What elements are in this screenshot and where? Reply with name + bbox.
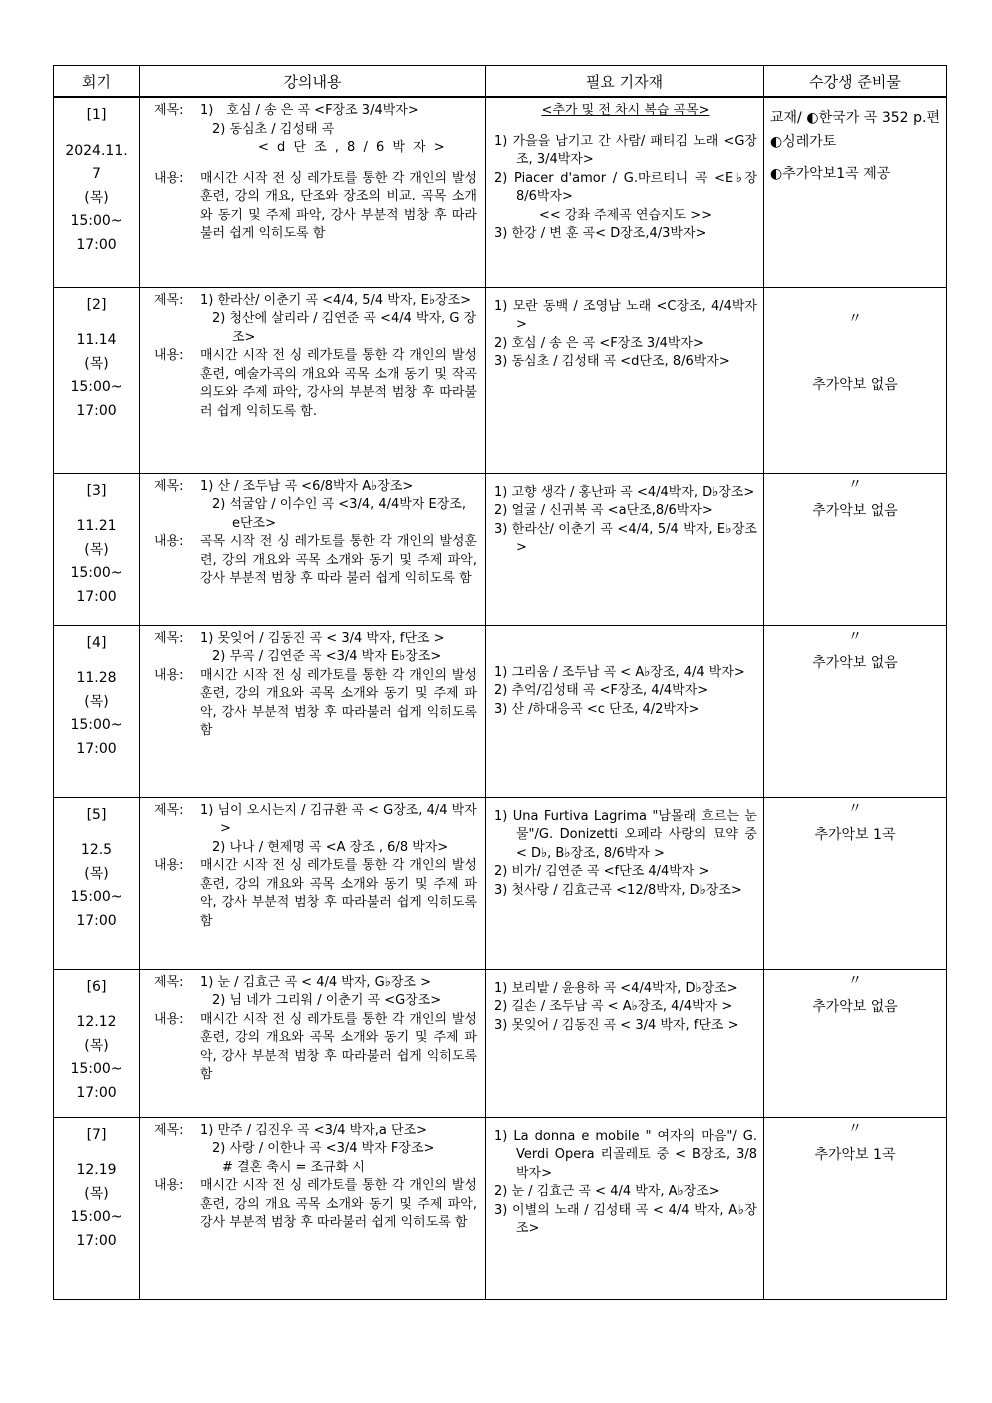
material-item: 1) 모란 동백 / 조영남 노래 <C장조, 4/4박자> bbox=[494, 298, 757, 332]
lecture-title-block bbox=[154, 802, 477, 858]
session-cell bbox=[54, 287, 140, 473]
title-item: 1) 호심 / 송 은 곡 <F장조 3/4박자> bbox=[200, 103, 419, 118]
lecture-cell bbox=[140, 287, 486, 473]
lecture-cell bbox=[140, 1117, 486, 1299]
lecture-content-block bbox=[154, 667, 477, 741]
prep-cell bbox=[764, 97, 947, 287]
title-item: 1) 한라산/ 이춘기 곡 <4/4, 5/4 박자, E♭장조> bbox=[200, 292, 472, 308]
session-number: [3] bbox=[86, 482, 107, 499]
prep-block bbox=[770, 474, 940, 522]
prep-line: ◐추가악보1곡 제공 bbox=[770, 166, 891, 182]
material-item: 3) 한강 / 변 훈 곡< D장조,4/3박자> bbox=[494, 226, 707, 241]
lecture-cell bbox=[140, 625, 486, 797]
material-item: 1) 고향 생각 / 홍난파 곡 <4/4박자, D♭장조> bbox=[494, 484, 755, 500]
table-row bbox=[54, 287, 947, 473]
materials-cell bbox=[486, 1117, 764, 1299]
lecture-content-block bbox=[154, 170, 477, 244]
material-item: 3) 이별의 노래 / 김성태 곡 < 4/4 박자, A♭장조> bbox=[494, 1202, 757, 1236]
session-cell bbox=[54, 97, 140, 287]
title-item: 2) 동심초 / 김성태 곡 bbox=[212, 121, 335, 137]
content-text: 매시간 시작 전 싱 레가토를 통한 각 개인의 발성훈련, 강의 개요와 곡목 소개와 동기 및 주제 파악, 강사 부분적 범창 후 따라불러 쉽게 익히도록 함 bbox=[200, 667, 477, 738]
session-date-line: 15:00~ bbox=[70, 379, 123, 395]
material-item: 1) Una Furtiva Lagrima "남몰래 흐르는 눈물"/G. Donizetti 오페라 사랑의 묘약 중 < D♭, B♭장조, 8/6박자 > bbox=[494, 808, 757, 861]
title-item: 2) 무곡 / 김연준 곡 <3/4 박자 E♭장조> bbox=[212, 649, 442, 664]
ditto-mark: 〃 bbox=[848, 1120, 862, 1137]
prep-cell bbox=[764, 797, 947, 969]
materials-cell bbox=[486, 625, 764, 797]
material-item: 1) 보리밭 / 윤용하 곡 <4/4박자, D♭장조> bbox=[494, 980, 738, 996]
title-item: < d 단 조 , 8 / 6 박 자 > bbox=[258, 140, 447, 155]
session-date-line: 11.28 bbox=[76, 670, 117, 686]
session-date-line: 15:00~ bbox=[70, 213, 123, 229]
ditto-mark: 〃 bbox=[848, 310, 862, 327]
session-cell bbox=[54, 625, 140, 797]
material-item: << 강좌 주제곡 연습지도 >> bbox=[538, 207, 713, 223]
content-text: 매시간 시작 전 싱 레가토를 통한 각 개인의 발성훈련, 강의 개요 곡목 소개와 동기 및 주제 파악, 강사 부분적 범창 후 따라불러 쉽게 익히도록 함 bbox=[200, 1178, 477, 1230]
content-text: 매시간 시작 전 싱 레가토를 통한 각 개인의 발성훈련, 강의 개요, 단조와 장조의 비교. 곡목 소개와 동기 및 주제 파악, 강사 부분적 범창 후 따라 불러 쉽게 익히도록 함 bbox=[200, 170, 477, 241]
material-item: 3) 첫사랑 / 김효근곡 <12/8박자, D♭장조> bbox=[494, 882, 742, 898]
session-date-line: 17:00 bbox=[76, 740, 117, 757]
prep-cell bbox=[764, 969, 947, 1117]
material-item: 2) 비가/ 김연준 곡 <f단조 4/4박자 > bbox=[494, 864, 710, 879]
title-label: 제목: bbox=[154, 103, 184, 118]
session-date-line: (목) bbox=[84, 865, 109, 882]
prep-note: 추가악보 없음 bbox=[812, 654, 898, 671]
title-item: 2) 석굴암 / 이수인 곡 <3/4, 4/4박자 E장조, e단조> bbox=[212, 497, 467, 531]
title-item: 1) 님이 오시는지 / 김규환 곡 < G장조, 4/4 박자 > bbox=[200, 802, 477, 836]
prep-cell bbox=[764, 1117, 947, 1299]
material-item: 1) 가을을 남기고 간 사람/ 패티김 노래 <G장조, 3/4박자> bbox=[494, 133, 757, 167]
ditto-mark: 〃 bbox=[848, 476, 862, 493]
materials-cell bbox=[486, 797, 764, 969]
header-lecture: 강의내용 bbox=[140, 66, 486, 98]
title-list bbox=[200, 630, 477, 667]
lecture-title-block bbox=[154, 630, 477, 667]
title-item: 2) 청산에 살리라 / 김연준 곡 <4/4 박자, G 장조> bbox=[212, 311, 477, 345]
lecture-cell bbox=[140, 97, 486, 287]
material-item: 2) 얼굴 / 신귀복 곡 <a단조,8/6박자> bbox=[494, 503, 713, 518]
session-cell bbox=[54, 1117, 140, 1299]
content-label: 내용: bbox=[154, 170, 184, 186]
session-date-line: 17:00 bbox=[76, 1232, 117, 1249]
table-row bbox=[54, 473, 947, 625]
lecture-title-block bbox=[154, 974, 477, 1011]
content-label: 내용: bbox=[154, 667, 184, 683]
lecture-cell bbox=[140, 969, 486, 1117]
session-date-line: 17:00 bbox=[76, 588, 117, 605]
material-item: 1) 그리움 / 조두남 곡 < A♭장조, 4/4 박자> bbox=[494, 664, 745, 680]
session-date-line: 15:00~ bbox=[70, 889, 123, 905]
material-item: 2) 호심 / 송 은 곡 <F장조 3/4박자> bbox=[494, 335, 704, 351]
session-date-line: 17:00 bbox=[76, 912, 117, 929]
title-list bbox=[200, 974, 477, 1011]
ditto-mark: 〃 bbox=[848, 800, 862, 817]
session-date-line: (목) bbox=[84, 355, 109, 372]
materials-header: <추가 및 전 차시 복습 곡목> bbox=[541, 103, 710, 118]
lecture-title-block bbox=[154, 102, 477, 158]
session-number: [6] bbox=[86, 978, 107, 995]
prep-note: 추가악보 1곡 bbox=[814, 826, 896, 843]
prep-block bbox=[770, 798, 940, 846]
session-number: [2] bbox=[86, 296, 107, 313]
session-number: [1] bbox=[86, 107, 107, 123]
header-session: 회기 bbox=[54, 66, 140, 98]
header-row bbox=[54, 66, 947, 98]
prep-line: 교재/ ◐한국가 곡 352 p.편 ◐싱레가토 bbox=[770, 110, 940, 150]
materials-cell bbox=[486, 97, 764, 287]
prep-block bbox=[770, 626, 940, 674]
title-label: 제목: bbox=[154, 478, 184, 494]
title-list bbox=[200, 478, 477, 534]
ditto-mark: 〃 bbox=[848, 972, 862, 989]
schedule-table bbox=[53, 65, 947, 1300]
material-item: 3) 산 /하대응곡 <c 단조, 4/2박자> bbox=[494, 701, 700, 717]
session-date-line: 15:00~ bbox=[70, 565, 123, 581]
session-date-line: (목) bbox=[84, 1185, 109, 1202]
prep-cell bbox=[764, 473, 947, 625]
session-date-line: (목) bbox=[84, 541, 109, 558]
lecture-content-block bbox=[154, 1011, 477, 1085]
title-label: 제목: bbox=[154, 974, 184, 990]
title-list bbox=[200, 102, 477, 158]
prep-note: 추가악보 없음 bbox=[812, 376, 898, 393]
session-date-line: 11.21 bbox=[76, 518, 117, 534]
content-text: 매시간 시작 전 싱 레가토를 통한 각 개인의 발성훈련, 예술가곡의 개요와 곡목 소개 동기 및 작곡 의도와 주제 파악, 강사의 부분적 범창 후 따라불러 쉽게 익히도록 함. bbox=[200, 348, 477, 419]
session-date-line: 15:00~ bbox=[70, 717, 123, 733]
session-date-line: 17:00 bbox=[76, 236, 117, 253]
session-cell bbox=[54, 473, 140, 625]
content-text: 매시간 시작 전 싱 레가토를 통한 각 개인의 발성훈련, 강의 개요와 곡목 소개와 동기 및 주제 파악, 강사 부분적 범창 후 따라불러 쉽게 익히도록 함 bbox=[200, 858, 477, 929]
session-date-line: 12.19 bbox=[76, 1162, 117, 1178]
session-date-line: 7 bbox=[92, 166, 101, 182]
title-label: 제목: bbox=[154, 292, 184, 308]
materials-cell bbox=[486, 473, 764, 625]
header-materials: 필요 기자재 bbox=[486, 66, 764, 98]
materials-cell bbox=[486, 969, 764, 1117]
session-date-line: 17:00 bbox=[76, 402, 117, 419]
session-date-line: 11.14 bbox=[76, 332, 117, 348]
lecture-title-block bbox=[154, 292, 477, 348]
session-date-line: 12.5 bbox=[80, 842, 113, 858]
prep-cell bbox=[764, 287, 947, 473]
prep-block bbox=[770, 1118, 940, 1166]
lecture-content-block bbox=[154, 857, 477, 931]
title-label: 제목: bbox=[154, 1122, 184, 1138]
prep-block bbox=[770, 308, 940, 396]
session-date-line: 2024.11. bbox=[65, 142, 128, 159]
title-item: 2) 님 네가 그리워 / 이춘기 곡 <G장조> bbox=[212, 993, 442, 1008]
content-label: 내용: bbox=[154, 858, 184, 873]
session-date-line: 15:00~ bbox=[70, 1061, 123, 1077]
content-label: 내용: bbox=[154, 1178, 184, 1193]
lecture-title-block bbox=[154, 1122, 477, 1178]
title-list bbox=[200, 1122, 477, 1178]
lecture-content-block bbox=[154, 533, 477, 589]
content-text: 매시간 시작 전 싱 레가토를 통한 각 개인의 발성훈련, 강의 개요와 곡목 소개와 동기 및 주제 파악, 강사 부분적 범창 후 따라불러 쉽게 익히도록 함 bbox=[200, 1011, 477, 1082]
material-item: 1) La donna e mobile " 여자의 마음"/ G. Verdi Opera 리골레토 중 < B장조, 3/8박자> bbox=[494, 1128, 757, 1181]
prep-note: 추가악보 없음 bbox=[812, 998, 898, 1015]
ditto-mark: 〃 bbox=[848, 628, 862, 645]
table-row bbox=[54, 97, 947, 287]
session-number: [4] bbox=[86, 634, 107, 651]
title-list bbox=[200, 802, 477, 858]
material-item: 3) 못잊어 / 김동진 곡 < 3/4 박자, f단조 > bbox=[494, 1017, 739, 1033]
material-item: 3) 동심초 / 김성태 곡 <d단조, 8/6박자> bbox=[494, 354, 730, 369]
material-item: 2) 길손 / 조두남 곡 < A♭장조, 4/4박자 > bbox=[494, 999, 733, 1014]
lecture-cell bbox=[140, 797, 486, 969]
prep-block bbox=[770, 970, 940, 1018]
materials-cell bbox=[486, 287, 764, 473]
lecture-cell bbox=[140, 473, 486, 625]
title-item: 1) 못잊어 / 김동진 곡 < 3/4 박자, f단조 > bbox=[200, 630, 445, 646]
table-row bbox=[54, 1117, 947, 1299]
session-date-line: (목) bbox=[84, 693, 109, 710]
prep-cell bbox=[764, 625, 947, 797]
lecture-content-block bbox=[154, 1177, 477, 1233]
lecture-title-block bbox=[154, 478, 477, 534]
session-cell bbox=[54, 797, 140, 969]
title-label: 제목: bbox=[154, 630, 184, 646]
content-text: 곡목 시작 전 싱 레가토를 통한 각 개인의 발성훈련, 강의 개요와 곡목 소개와 동기 및 주제 파악, 강사 부분적 범창 후 따라 불러 쉽게 익히도록 함 bbox=[200, 534, 477, 586]
session-date-line: (목) bbox=[84, 189, 109, 206]
title-item: 1) 눈 / 김효근 곡 < 4/4 박자, G♭장조 > bbox=[200, 974, 431, 990]
title-item: 1) 만주 / 김진우 곡 <3/4 박자,a 단조> bbox=[200, 1122, 428, 1138]
title-item: 2) 나나 / 현제명 곡 <A 장조 , 6/8 박자> bbox=[212, 839, 449, 855]
title-list bbox=[200, 292, 477, 348]
title-label: 제목: bbox=[154, 802, 184, 818]
prep-note: 추가악보 1곡 bbox=[814, 1146, 896, 1163]
title-item: 1) 산 / 조두남 곡 <6/8박자 A♭장조> bbox=[200, 478, 414, 494]
prep-note: 추가악보 없음 bbox=[812, 502, 898, 519]
material-item: 2) 눈 / 김효근 곡 < 4/4 박자, A♭장조> bbox=[494, 1184, 720, 1199]
title-item: 2) 사랑 / 이한나 곡 <3/4 박자 F장조> bbox=[212, 1141, 435, 1156]
table-row bbox=[54, 969, 947, 1117]
session-date-line: 12.12 bbox=[76, 1014, 117, 1030]
session-cell bbox=[54, 969, 140, 1117]
session-date-line: 15:00~ bbox=[70, 1209, 123, 1225]
lecture-content-block bbox=[154, 347, 477, 421]
title-item: # 결혼 축시 = 조규화 시 bbox=[222, 1159, 365, 1175]
table-row bbox=[54, 625, 947, 797]
content-label: 내용: bbox=[154, 1011, 184, 1027]
content-label: 내용: bbox=[154, 534, 184, 549]
table-row bbox=[54, 797, 947, 969]
session-date-line: (목) bbox=[84, 1037, 109, 1054]
material-item: 2) Piacer d'amor / G.마르티니 곡 <E♭장8/6박자> bbox=[494, 170, 757, 204]
session-date-line: 17:00 bbox=[76, 1084, 117, 1101]
material-item: 3) 한라산/ 이춘기 곡 <4/4, 5/4 박자, E♭장조> bbox=[494, 521, 757, 555]
session-number: [5] bbox=[86, 806, 107, 823]
header-prep: 수강생 준비물 bbox=[764, 66, 947, 98]
material-item: 2) 추억/김성태 곡 <F장조, 4/4박자> bbox=[494, 683, 709, 698]
session-number: [7] bbox=[86, 1126, 107, 1143]
content-label: 내용: bbox=[154, 348, 184, 363]
